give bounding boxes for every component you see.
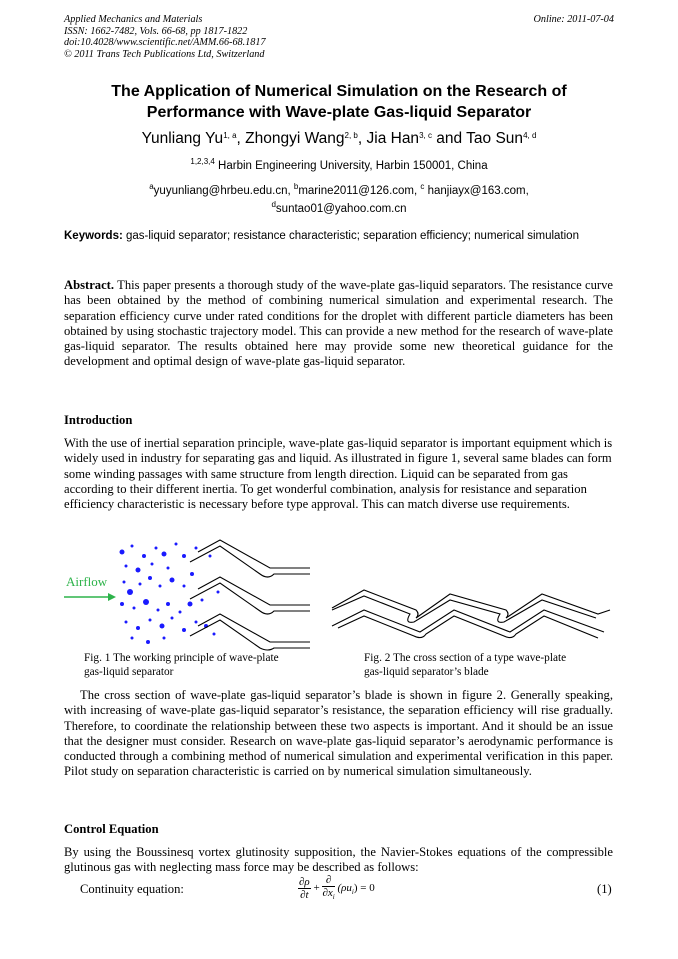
control-equation-heading: Control Equation xyxy=(64,822,159,836)
author-sep: , xyxy=(236,130,246,147)
figure-1-caption xyxy=(84,652,279,679)
abstract-text: This paper presents a thorough study of the wave-plate gas-liquid separators. The resistance curve has been obtained by the method of combining numerical simulation and experimental research. The separation efficiency curve under rated conditions for the droplet with different particle diameters has been obtained by using stochastic trajectory model. This can provide a new method for the research of wave-plate gas-liquid separator. The results obtained here may provide some new theoretical guidance for the development and optimal design of wave-plate gas-liquid separator. xyxy=(64,278,614,369)
email-a: yuyunliang@hrbeu.edu.cn, xyxy=(153,185,291,197)
email-sup: a xyxy=(149,182,154,191)
author-name: Jia Han xyxy=(366,130,420,147)
body-paragraph-2: The cross section of wave-plate gas-liquid separator’s blade is shown in figure 2. Generally speaking, with increasing of wave-plate gas-liquid separator’s resistance, the separation efficiency will rise gradually. Therefore, to coordinate the relationship between these two aspects is important. And it should be an issue that the designer must consider. Research on wave-plate gas-liquid separator’s aerodynamic performance is conducted through a combining method of numerical simulation and experimental verification in this paper. Pilot study on separation characteristic is carried on by numerical simulation simultaneously. xyxy=(64,688,613,779)
online-date: Online: 2011-07-04 xyxy=(533,14,614,25)
fig1-caption-line-1: Fig. 1 The working principle of wave-plate xyxy=(84,652,279,664)
author-sep: , xyxy=(357,130,367,147)
title-line-1: The Application of Numerical Simulation on the Research of xyxy=(111,83,567,100)
doi: doi:10.4028/www.scientific.net/AMM.66-68.1817 xyxy=(64,37,266,48)
author-sup: 4, d xyxy=(523,131,537,140)
keywords-text: gas-liquid separator; resistance characteristic; separation efficiency; numerical simulation xyxy=(126,230,579,242)
email-b: marine2011@126.com, xyxy=(298,185,418,197)
continuity-equation-label: Continuity equation: xyxy=(80,882,184,896)
affiliation xyxy=(64,157,614,172)
author-list xyxy=(64,130,614,148)
journal-header xyxy=(64,14,266,60)
continuity-equation xyxy=(298,874,375,903)
author-name: Yunliang Yu xyxy=(141,130,224,147)
intro-heading: Introduction xyxy=(64,413,133,427)
airflow-arrow xyxy=(64,593,116,601)
frac-d-dx: $\frac{\partial}{\partial x_i}$ xyxy=(322,874,335,902)
abstract xyxy=(64,278,613,370)
fig2-caption-line-1: Fig. 2 The cross section of a type wave-plate xyxy=(364,652,567,664)
email-d: suntao01@yahoo.com.cn xyxy=(275,203,407,215)
keywords xyxy=(64,229,613,244)
affiliation-sup: 1,2,3,4 xyxy=(190,157,215,166)
email-c: hanjiayx@163.com, xyxy=(427,185,529,197)
copyright: © 2011 Trans Tech Publications Ltd, Switzerland xyxy=(64,48,265,60)
eq-plus: + xyxy=(313,882,320,895)
airflow-label: Airflow xyxy=(66,574,108,589)
figure-2-caption xyxy=(364,652,566,679)
frac-drho-dt: $\frac{\partial\rho}{\partial t}$ xyxy=(299,876,310,902)
keywords-label: Keywords: xyxy=(64,230,123,242)
figure-2-diagram xyxy=(330,584,612,644)
author-name: Tao Sun xyxy=(466,130,524,147)
figure-1-diagram xyxy=(60,534,312,652)
author-sup: 1, a xyxy=(223,131,237,140)
title-line-2: Performance with Wave-plate Gas-liquid Separator xyxy=(146,104,532,121)
fig1-caption-line-2: gas-liquid separator xyxy=(84,665,174,678)
email-list xyxy=(64,180,614,216)
intro-paragraph: With the use of inertial separation principle, wave-plate gas-liquid separator is important equipment which is widely used in industry for separating gas and liquid. As illustrated in figure 1, several same blades can form some winding passages with same structure from length direction. Liquid can be separated from gas according to their different inertia. To get wonderful combination, analysis for resistance and separation efficiency characteristic is necessary before type approval. This can match diverse use requirements. xyxy=(64,436,613,512)
author-sep: and xyxy=(431,130,467,147)
affiliation-text: Harbin Engineering University, Harbin 150001, China xyxy=(218,160,488,172)
author-sup: 2, b xyxy=(344,131,358,140)
abstract-label: Abstract. xyxy=(64,278,115,292)
paper-title xyxy=(64,81,614,123)
author-sup: 3, c xyxy=(419,131,432,140)
wave-plates xyxy=(190,540,310,650)
equation-number: (1) xyxy=(597,882,612,896)
eq-rhs: ) = 0 xyxy=(353,882,375,895)
journal-name: Applied Mechanics and Materials xyxy=(64,14,203,25)
control-equation-paragraph: By using the Boussinesq vortex glutinosity supposition, the Navier-Stokes equations of the compressible glutinous gas with neglecting mass force may be described as follows: xyxy=(64,845,613,875)
email-sup: d xyxy=(271,200,276,209)
email-sup: b xyxy=(293,182,299,191)
email-sup: c xyxy=(420,182,425,191)
fig2-caption-line-2: gas-liquid separator’s blade xyxy=(364,665,489,678)
eq-term: ($\rho u_i$ xyxy=(337,882,354,897)
author-name: Zhongyi Wang xyxy=(245,130,345,147)
blade-cross-section xyxy=(332,590,610,638)
issn: ISSN: 1662-7482, Vols. 66-68, pp 1817-1822 xyxy=(64,25,248,37)
